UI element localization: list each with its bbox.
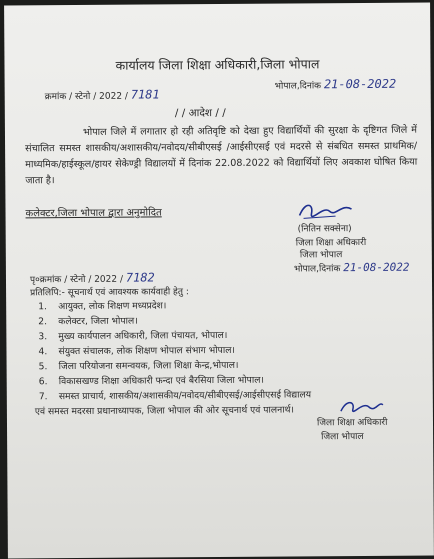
sign-date (294, 261, 410, 275)
order-title: / / आदेश / / (174, 106, 226, 120)
copy-item-7: 7. समस्त प्राचार्य, शासकीय/अशासकीय/नवोदय/सीबीएसई/आईसीएसई विद्यालय (38, 389, 312, 403)
sign-date-value: 21-08-2022 (343, 260, 410, 275)
copy-item-7-continued: एवं समस्त मदरसा प्रधानाध्यापक, जिला भोपाल की ओर सूचनार्थ एवं पालनार्थ। (34, 404, 294, 418)
document-page (4, 3, 434, 559)
copy-intro: प्रतिलिपि:- सूचनार्थ एवं आवश्यक कार्यवाही हेतु : (30, 287, 189, 299)
officer-place: जिला भोपाल (299, 250, 343, 261)
officer-designation-2: जिला शिक्षा अधिकारी (316, 417, 388, 429)
copy-item-4: 4. संयुक्त संचालक, लोक शिक्षण भोपाल संभाग भोपाल। (38, 344, 235, 358)
order-date-label: भोपाल,दिनांक (274, 81, 322, 92)
order-date-value: 21-08-2022 (323, 76, 397, 92)
copy-item-5: 5. जिला परियोजना समन्वयक, जिला शिक्षा केन्द्र,भोपाल। (38, 359, 239, 373)
copy-item-1: 1. आयुक्त, लोक शिक्षण मध्यप्रदेश। (38, 300, 167, 313)
copy-reference-number: 7182 (125, 270, 155, 285)
copy-reference (30, 270, 155, 285)
signature-scribble-1 (295, 199, 355, 221)
order-date (275, 77, 397, 92)
officer-place-2: जिला भोपाल (321, 431, 364, 443)
order-body: भोपाल जिले में लगातार हो रही अतिवृष्टि को देखा हुए विद्यार्थियों की सुरक्षा के दृष्टिगत जिले में संचालित समस्त शासकीय/अशासकीय/नवोदय/सीबीएसई /आईसीएसई एवं मदरसे से संबधित समस्त प्राथमिक/माध्यमिक/हाईस्कूल/हायर सेकेण्ड्री विद्यालयों में दिनांक 22.08.2022 को विद्यार्थियों लिए अवकाश घोषित किया जाता है। (25, 124, 418, 187)
copy-reference-printed: पृ०क्रमांक / स्टेनो / 2022 / (29, 274, 124, 286)
copy-item-3: 3. मुख्य कार्यपालन अधिकारी, जिला पंचायत, भोपाल। (38, 329, 228, 343)
officer-designation: जिला शिक्षा अधिकारी (295, 237, 367, 249)
copy-item-2: 2. कलेक्टर, जिला भोपाल। (38, 315, 138, 328)
order-reference-number: 7181 (130, 87, 160, 102)
order-reference-printed: क्रमांक / स्टेनो / 2022 / (44, 91, 128, 103)
sign-date-label: भोपाल,दिनांक (293, 264, 341, 275)
approval-note: कलेक्टर,जिला भोपाल द्वारा अनुमोदित (25, 207, 162, 220)
officer-name: (नितिन सक्सेना) (297, 224, 352, 235)
copy-item-6: 6. विकासखण्ड शिक्षा अधिकारी फन्दा एवं बैरसिया जिला भोपाल। (38, 374, 264, 388)
office-title: कार्यालय जिला शिक्षा अधिकारी,जिला भोपाल (115, 56, 320, 73)
order-reference (45, 87, 160, 102)
